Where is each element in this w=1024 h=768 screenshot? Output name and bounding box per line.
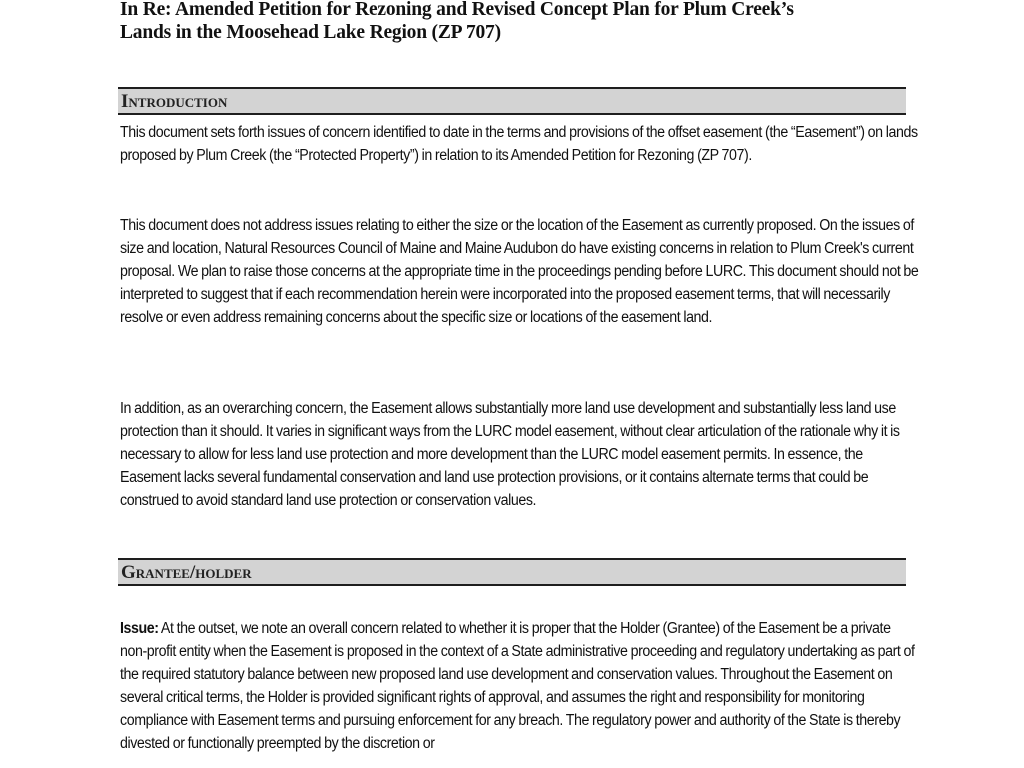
section-heading-grantee-holder: Grantee/holder [118,558,906,586]
section-heading-introduction: Introduction [118,87,906,115]
document-title [120,0,920,44]
title-line-1: In Re: Amended Petition for Rezoning and Revised Concept Plan for Plum Creek’s [120,0,794,20]
issue-label: Issue: [120,620,159,637]
grantee-issue-paragraph [120,617,920,755]
title-line-2: Lands in the Moosehead Lake Region (ZP 707) [120,22,501,43]
intro-paragraph-3: In addition, as an overarching concern, the Easement allows substantially more land use development and substantially less land use protection than it should. It varies in significant ways from the LURC model easement, without clear articulation of the rationale why it is necessary to allow for less land use protection and more development than the LURC model easement permits. In essence, the Easement lacks several fundamental conservation and land use protection provisions, or it contains alternate terms that could be construed to avoid standard land use protection or conservation values. [120,400,900,509]
issue-text: At the outset, we note an overall concern related to whether it is proper that the Holder (Grantee) of the Easement be a private non-profit entity when the Easement is proposed in the context of a State administrative proceeding and regulatory undertaking as part of the required statutory balance between new proposed land use development and conservation values. Throughout the Easement on several critical terms, the Holder is provided significant rights of approval, and assumes the right and responsibility for monitoring compliance with Easement terms and pursuing enforcement for any breach. The regulatory power and authority of the State is thereby divested or functionally preempted by the discretion or [120,620,915,752]
intro-paragraph-1: This document sets forth issues of concern identified to date in the terms and provisions of the offset easement (the “Easement”) on lands proposed by Plum Creek (the “Protected Property”) in relation to its Amended Petition for Rezoning (ZP 707). [120,124,918,164]
intro-paragraph-2: This document does not address issues relating to either the size or the location of the Easement as currently proposed. On the issues of size and location, Natural Resources Council of Maine and Maine Audubon do have existing concerns in relation to Plum Creek's current proposal. We plan to raise those concerns at the appropriate time in the proceedings pending before LURC. This document should not be interpreted to suggest that if each recommendation herein were incorporated into the proposed easement terms, that will necessarily resolve or even address remaining concerns about the specific size or locations of the easement land. [120,217,919,326]
